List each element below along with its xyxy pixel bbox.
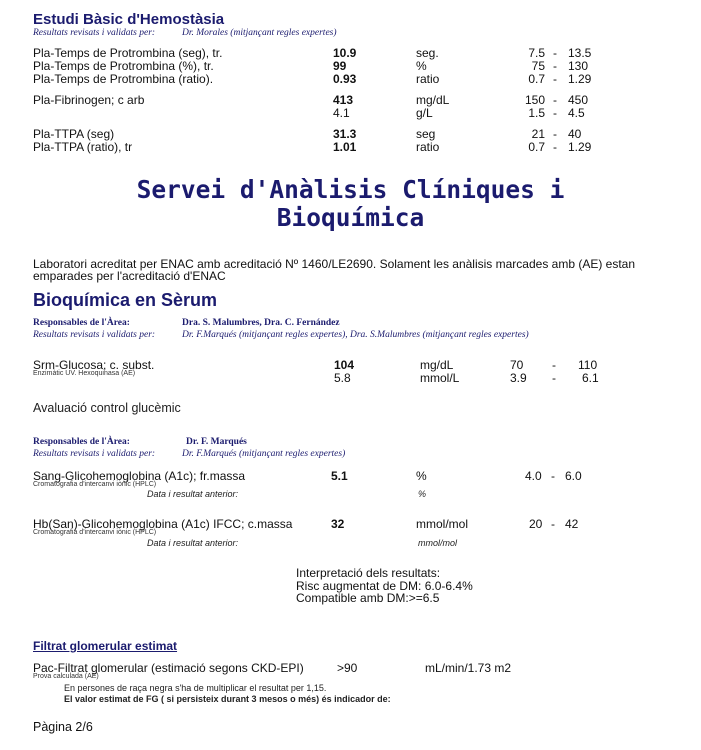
hba1c-row2-method: Cromatografia d'intercanvi iònic (HPLC) bbox=[33, 529, 157, 536]
hemostasia-row-ref-low: 21 bbox=[531, 127, 545, 141]
hemostasia-row-ref-high: 4.5 bbox=[568, 106, 585, 120]
hemostasia-row-value: 99 bbox=[333, 59, 347, 73]
filtrat-row-value: >90 bbox=[337, 661, 358, 675]
glucose-ref-high-2: 6.1 bbox=[582, 371, 599, 385]
hemostasia-row-ref-low: 1.5 bbox=[528, 106, 545, 120]
hba1c-row2-value: 32 bbox=[331, 517, 345, 531]
hemostasia-row-ref-low: 150 bbox=[524, 93, 545, 107]
hemostasia-row-ref-dash: - bbox=[553, 127, 557, 141]
hemostasia-row-ref-high: 450 bbox=[568, 93, 589, 107]
hba1c-row1-ref-low: 4.0 bbox=[525, 469, 542, 483]
hemostasia-row-name: Pla-TTPA (seg) bbox=[33, 127, 115, 141]
filtrat-note2: El valor estimat de FG ( si persisteix durant 3 mesos o més) és indicador de: bbox=[64, 694, 391, 704]
hemostasia-row-name: Pla-Temps de Protrombina (ratio). bbox=[33, 72, 214, 86]
bioquimica-validated-by: Dr. F.Marqués (mitjançant regles expertes), Dra. S.Malumbres (mitjançant regles expertes) bbox=[182, 330, 529, 340]
hemostasia-row-name: Pla-TTPA (ratio), tr bbox=[33, 140, 133, 154]
hemostasia-row-ref-dash: - bbox=[553, 72, 557, 86]
filtrat-title: Filtrat glomerular estimat bbox=[33, 639, 178, 653]
hba1c-row1-prev-label: Data i resultat anterior: bbox=[147, 489, 239, 499]
hemostasia-row-unit: % bbox=[416, 59, 427, 73]
interpretation-line2: Compatible amb DM:>=6.5 bbox=[296, 591, 440, 605]
hba1c-validated-label: Resultats revisats i validats per: bbox=[33, 449, 156, 459]
hemostasia-row-ref-dash: - bbox=[553, 140, 557, 154]
filtrat-row-name: Pac-Filtrat glomerular (estimació segons CKD-EPI) bbox=[33, 661, 304, 675]
glucose-unit-1: mg/dL bbox=[420, 358, 454, 372]
hemostasia-row-name: Pla-Temps de Protrombina (%), tr. bbox=[33, 59, 214, 73]
hba1c-row1-ref-high: 6.0 bbox=[565, 469, 582, 483]
hemostasia-row-unit: mg/dL bbox=[416, 93, 450, 107]
glucose-method: Enzimàtic UV. Hexoquinasa (AE) bbox=[33, 370, 136, 377]
glycemic-heading: Avaluació control glucèmic bbox=[33, 401, 181, 415]
glucose-value-2: 5.8 bbox=[334, 371, 351, 385]
hemostasia-row-unit: seg bbox=[416, 127, 436, 141]
hba1c-row1-value: 5.1 bbox=[331, 469, 348, 483]
hemostasia-row-ref-dash: - bbox=[553, 59, 557, 73]
cut-off-header bbox=[30, 0, 690, 3]
hba1c-row2-ref-dash: - bbox=[551, 517, 555, 531]
hemostasia-row-ref-high: 1.29 bbox=[568, 140, 592, 154]
hba1c-row2-unit: mmol/mol bbox=[416, 517, 469, 531]
hemostasia-row-unit: ratio bbox=[416, 140, 440, 154]
glucose-unit-2: mmol/L bbox=[420, 371, 460, 385]
interpretation-title: Interpretació dels resultats: bbox=[296, 566, 441, 580]
hba1c-row1-method: Cromatografia d'intercanvi iònic (HPLC) bbox=[33, 481, 157, 488]
filtrat-row-unit: mL/min/1.73 m2 bbox=[425, 661, 512, 675]
hemostasia-row-value: 4.1 bbox=[333, 106, 350, 120]
bioquimica-title: Bioquímica en Sèrum bbox=[33, 290, 218, 310]
service-title-line2: Bioquímica bbox=[276, 203, 425, 232]
hemostasia-row-unit: ratio bbox=[416, 72, 440, 86]
hemostasia-row-name: Pla-Temps de Protrombina (seg), tr. bbox=[33, 46, 223, 60]
hba1c-validated-by: Dr. F.Marqués (mitjançant regles expertes) bbox=[182, 449, 346, 459]
service-title-line1: Servei d'Anàlisis Clíniques i bbox=[136, 175, 565, 204]
filtrat-note1: En persones de raça negra s'ha de multiplicar el resultat per 1,15. bbox=[64, 683, 327, 693]
hemostasia-row-ref-dash: - bbox=[553, 106, 557, 120]
glucose-ref-low-1: 70 bbox=[510, 358, 524, 372]
hemostasia-row-ref-dash: - bbox=[553, 46, 557, 60]
hemostasia-row-ref-high: 13.5 bbox=[568, 46, 592, 60]
hba1c-row2-name: Hb(San)-Glicohemoglobina (A1c) IFCC; c.massa bbox=[33, 517, 293, 531]
hemostasia-row-value: 413 bbox=[333, 93, 354, 107]
bioquimica-resp-label: Responsables de l'Àrea: bbox=[33, 318, 130, 328]
hemostasia-row-ref-high: 40 bbox=[568, 127, 582, 141]
hemostasia-title: Estudi Bàsic d'Hemostàsia bbox=[33, 11, 225, 28]
hemostasia-row-name: Pla-Fibrinogen; c arb bbox=[33, 93, 145, 107]
glucose-ref-high-1: 110 bbox=[578, 358, 598, 372]
hemostasia-row-ref-low: 75 bbox=[531, 59, 545, 73]
hba1c-resp-names: Dr. F. Marqués bbox=[186, 437, 247, 447]
hba1c-row1-name: Sang-Glicohemoglobina (A1c); fr.massa bbox=[33, 469, 246, 483]
hemostasia-row-ref-high: 130 bbox=[568, 59, 589, 73]
hemostasia-row-unit: seg. bbox=[416, 46, 439, 60]
hemostasia-row-ref-dash: - bbox=[553, 93, 557, 107]
hba1c-row1-unit: % bbox=[416, 469, 427, 483]
hemostasia-row-ref-high: 1.29 bbox=[568, 72, 592, 86]
accreditation-line1: Laboratori acreditat per ENAC amb acreditació Nº 1460/LE2690. Solament les anàlisis marcades amb (AE) estan bbox=[33, 257, 636, 271]
hemostasia-validated-label: Resultats revisats i validats per: bbox=[33, 28, 156, 38]
accreditation-line2: emparades per l'acreditació d'ENAC bbox=[33, 269, 226, 283]
glucose-ref-low-2: 3.9 bbox=[510, 371, 527, 385]
hemostasia-row-value: 0.93 bbox=[333, 72, 357, 86]
glucose-value-1: 104 bbox=[334, 358, 355, 372]
hba1c-resp-label: Responsables de l'Àrea: bbox=[33, 437, 130, 447]
page-number: Pàgina 2/6 bbox=[33, 720, 93, 734]
hba1c-row2-ref-low: 20 bbox=[529, 517, 543, 531]
hba1c-row1-ref-dash: - bbox=[551, 469, 555, 483]
bioquimica-resp-names: Dra. S. Malumbres, Dra. C. Fernández bbox=[182, 318, 340, 328]
hemostasia-row-ref-low: 7.5 bbox=[528, 46, 545, 60]
hemostasia-row-ref-low: 0.7 bbox=[528, 72, 545, 86]
filtrat-row-method: Prova calculada (AE) bbox=[33, 673, 99, 680]
hba1c-row1-prev-unit: % bbox=[418, 489, 427, 499]
hemostasia-row-value: 10.9 bbox=[333, 46, 357, 60]
bioquimica-validated-label: Resultats revisats i validats per: bbox=[33, 330, 156, 340]
hemostasia-row-ref-low: 0.7 bbox=[528, 140, 545, 154]
interpretation-line1: Risc augmentat de DM: 6.0-6.4% bbox=[296, 579, 473, 593]
hemostasia-row-unit: g/L bbox=[416, 106, 433, 120]
hemostasia-row-value: 1.01 bbox=[333, 140, 357, 154]
glucose-ref-dash-1: - bbox=[552, 358, 556, 372]
hemostasia-validated-by: Dr. Morales (mitjançant regles expertes) bbox=[182, 28, 337, 38]
hba1c-row2-prev-unit: mmol/mol bbox=[418, 538, 458, 548]
glucose-name: Srm-Glucosa; c. subst. bbox=[33, 358, 155, 372]
hba1c-row2-ref-high: 42 bbox=[565, 517, 579, 531]
hemostasia-row-value: 31.3 bbox=[333, 127, 357, 141]
hba1c-row2-prev-label: Data i resultat anterior: bbox=[147, 538, 239, 548]
glucose-ref-dash-2: - bbox=[552, 371, 556, 385]
